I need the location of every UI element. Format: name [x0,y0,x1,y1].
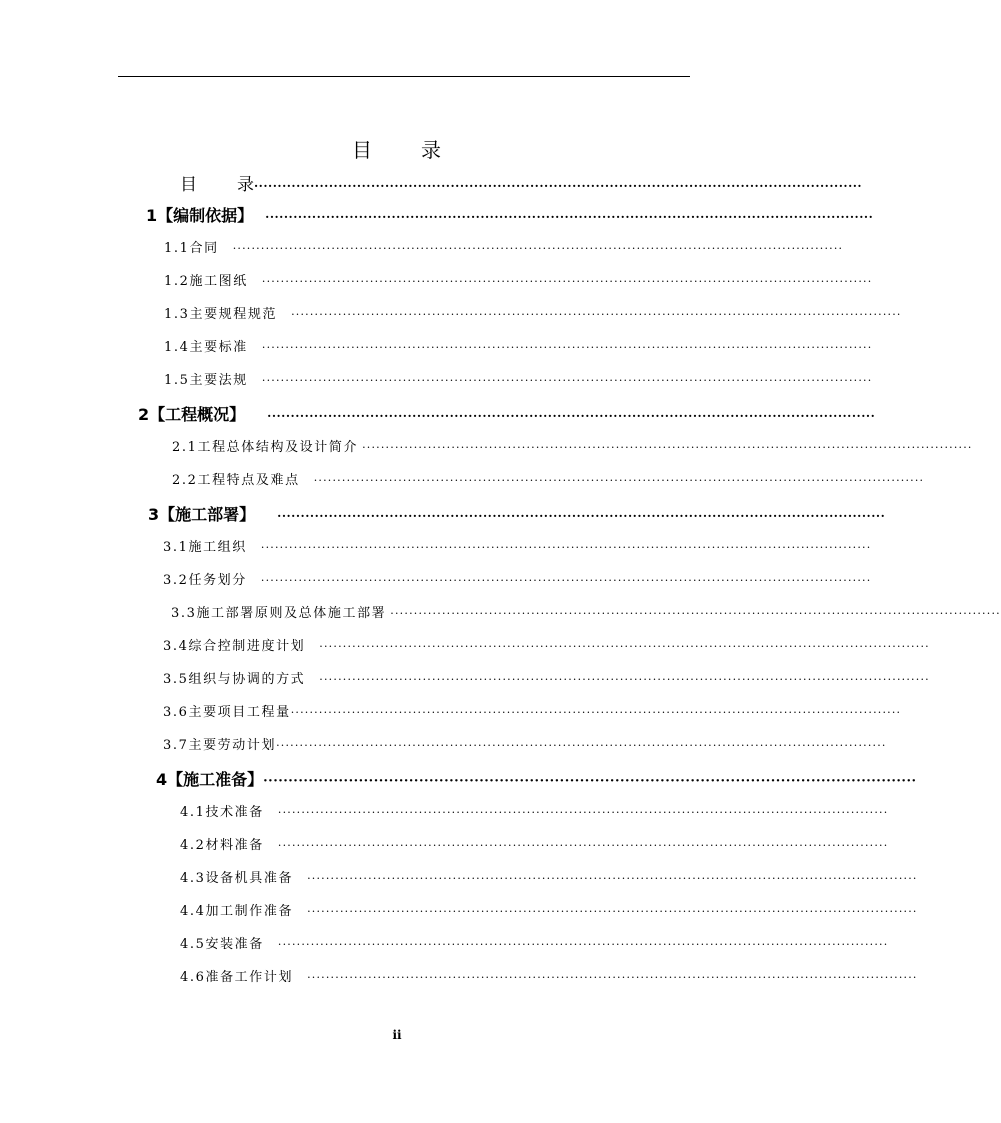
toc-entry-2-1[interactable] [172,436,973,455]
toc-entry-label: 目 录 [180,175,254,195]
toc-entry-1-3[interactable] [164,303,902,322]
toc-entry-label: 3.1施工组织 [163,540,247,555]
toc-entry-label: 4.1技术准备 [180,805,264,820]
toc-entry-heading[interactable] [180,170,863,195]
dot-leader: ·································································································································· [260,541,872,554]
toc-entry-3-6[interactable] [163,701,902,720]
toc-entry-section-2[interactable] [138,402,876,425]
dot-leader: ·································································································································· [277,806,889,819]
page-title-char-2: 录 [421,138,442,162]
toc-entry-section-1[interactable] [146,203,874,226]
toc-entry-1-5[interactable] [164,369,873,388]
toc-entry-3-3[interactable] [171,602,1001,621]
dot-leader: ·································································································································· [277,509,886,523]
dot-leader: ·································································································································· [267,409,876,423]
dot-leader: ·································································································································· [276,739,887,752]
toc-entry-label: 4.3设备机具准备 [180,871,294,886]
toc-entry-label: 3.7主要劳动计划 [163,738,277,753]
toc-entry-1-1[interactable] [164,237,844,256]
page-title [0,134,794,163]
dot-leader: ·································································································································· [260,574,872,587]
toc-entry-label: 4.5安装准备 [180,937,264,952]
dot-leader: ·································································································································· [265,210,874,224]
toc-entry-4-4[interactable] [180,900,918,919]
toc-entry-1-4[interactable] [164,336,873,355]
dot-leader: ·································································································································· [232,242,844,255]
toc-entry-label: 1【编制依据】 [146,206,254,225]
dot-leader: ·································································································································· [290,706,902,719]
dot-leader: ·································································································································· [261,275,873,288]
toc-entry-4-1[interactable] [180,801,889,820]
dot-leader: ·································································································································· [254,179,863,193]
toc-entry-label: 1.5主要法规 [164,373,248,388]
toc-entry-label: 4.4加工制作准备 [180,904,294,919]
toc-entry-section-4[interactable] [156,767,917,790]
dot-leader: ·································································································································· [313,474,925,487]
toc-entry-1-2[interactable] [164,270,873,289]
dot-leader: ·································································································································· [261,341,873,354]
dot-leader: ·································································································································· [277,938,889,951]
dot-leader: ·································································································································· [291,308,902,321]
toc-entry-label: 3.2任务划分 [163,573,247,588]
toc-entry-label: 4.6准备工作计划 [180,970,294,985]
toc-entry-label: 1.3主要规程规范 [164,307,278,322]
toc-entry-label: 3.3施工部署原则及总体施工部署 [171,606,387,621]
toc-entry-label: 2.1工程总体结构及设计简介 [172,440,359,455]
toc-entry-label: 4【施工准备】 [156,770,264,789]
dot-leader: ·································································································································· [261,374,873,387]
toc-entry-4-2[interactable] [180,834,889,853]
toc-entry-section-3[interactable] [148,502,886,525]
dot-leader: ·································································································································· [277,839,889,852]
toc-entry-label: 2【工程概况】 [138,405,246,424]
toc-entry-2-2[interactable] [172,469,925,488]
dot-leader: ·································································································································· [307,905,918,918]
dot-leader: ·································································································································· [390,607,1001,620]
dot-leader: ·································································································································· [362,441,973,454]
toc-entry-3-1[interactable] [163,536,872,555]
dot-leader: ·································································································································· [307,872,918,885]
toc-entry-3-7[interactable] [163,734,887,753]
toc-entry-label: 2.2工程特点及难点 [172,473,300,488]
page-title-char-1: 目 [352,138,373,162]
toc-entry-label: 1.2施工图纸 [164,274,248,289]
toc-entry-label: 1.1合同 [164,241,219,256]
toc-entry-4-6[interactable] [180,966,918,985]
toc-entry-4-3[interactable] [180,867,918,886]
toc-entry-label: 3【施工部署】 [148,505,256,524]
dot-leader: ·································································································································· [263,774,917,789]
toc-entry-4-5[interactable] [180,933,889,952]
toc-entry-label: 3.4综合控制进度计划 [163,639,306,654]
dot-leader: ·································································································································· [319,673,930,686]
header-rule [118,76,690,77]
toc-entry-label: 3.6主要项目工程量 [163,705,291,720]
toc-entry-3-5[interactable] [163,668,930,687]
page-number: ii [392,1028,402,1042]
toc-entry-label: 4.2材料准备 [180,838,264,853]
toc-entry-label: 3.5组织与协调的方式 [163,672,306,687]
dot-leader: ·································································································································· [307,971,918,984]
toc-entry-label: 1.4主要标准 [164,340,248,355]
toc-entry-3-2[interactable] [163,569,872,588]
toc-entry-3-4[interactable] [163,635,930,654]
dot-leader: ·································································································································· [319,640,930,653]
